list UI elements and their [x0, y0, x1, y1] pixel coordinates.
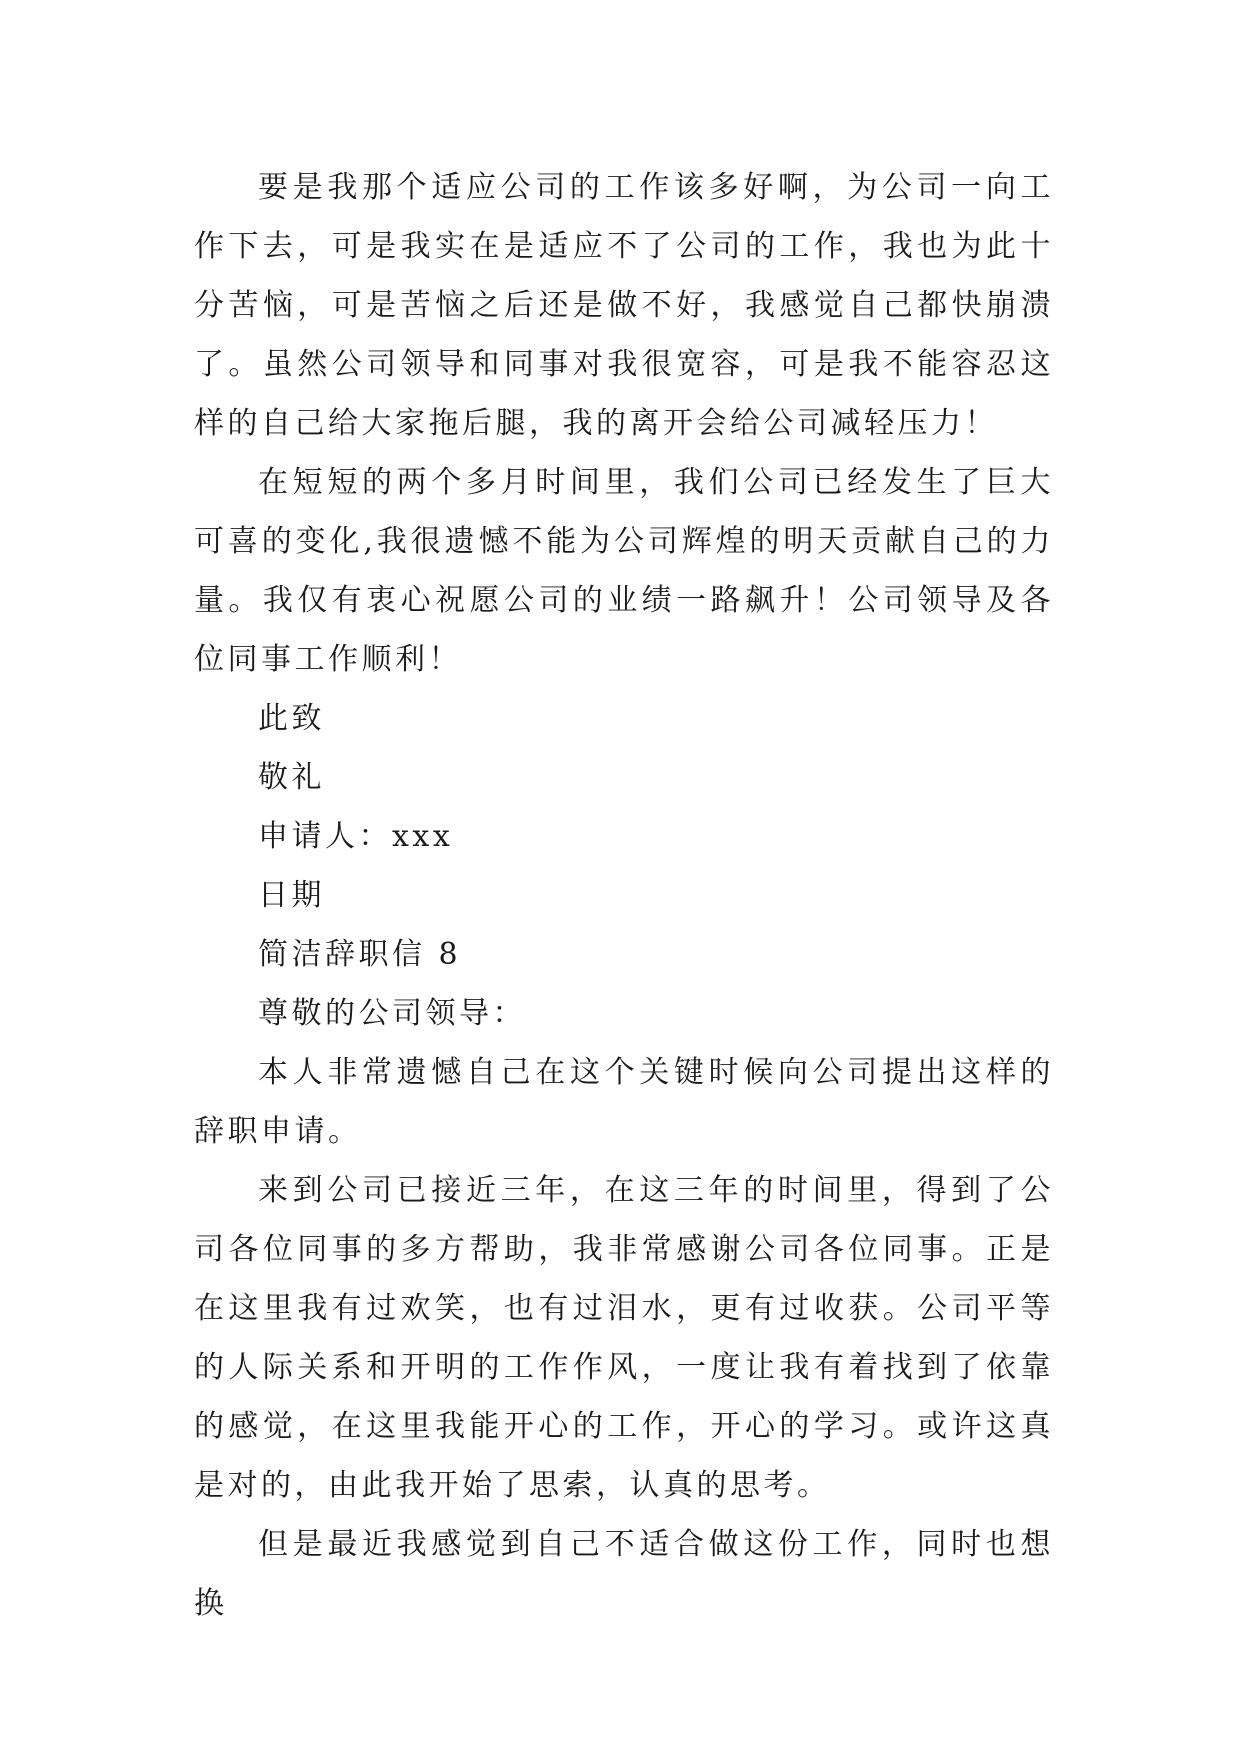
body-paragraph: 但是最近我感觉到自己不适合做这份工作，同时也想换: [194, 1527, 1054, 1621]
date-line: 日期: [258, 878, 325, 913]
body-paragraph: 本人非常遗憾自己在这个关键时候向公司提出这样的辞职申请。: [194, 1055, 1054, 1149]
closing-regards-line-2: 敬礼: [258, 760, 325, 795]
section-title: 简洁辞职信 8: [258, 937, 462, 972]
closing-regards-line-1: 此致: [258, 701, 325, 736]
body-paragraph: 要是我那个适应公司的工作该多好啊，为公司一向工作下去，可是我实在是适应不了公司的工作，我也为此十分苦恼，可是苦恼之后还是做不好，我感觉自己都快崩溃了。虽然公司领导和同事对我很宽容，可是我不能容忍这样的自己给大家拖后腿，我的离开会给公司减轻压力！: [194, 170, 1054, 441]
body-paragraph: 来到公司已接近三年，在这三年的时间里，得到了公司各位同事的多方帮助，我非常感谢公司各位同事。正是在这里我有过欢笑，也有过泪水，更有过收获。公司平等的人际关系和开明的工作作风，一度让我有着找到了依靠的感觉，在这里我能开心的工作，开心的学习。或许这真是对的，由此我开始了思索，认真的思考。: [194, 1173, 1054, 1503]
salutation: 尊敬的公司领导：: [258, 996, 526, 1031]
body-paragraph: 在短短的两个多月时间里，我们公司已经发生了巨大可喜的变化,我很遗憾不能为公司辉煌的明天贡献自己的力量。我仅有衷心祝愿公司的业绩一路飙升！公司领导及各位同事工作顺利！: [194, 465, 1054, 677]
applicant-line: 申请人：xxx: [258, 819, 454, 854]
document-body: [194, 158, 1054, 1633]
